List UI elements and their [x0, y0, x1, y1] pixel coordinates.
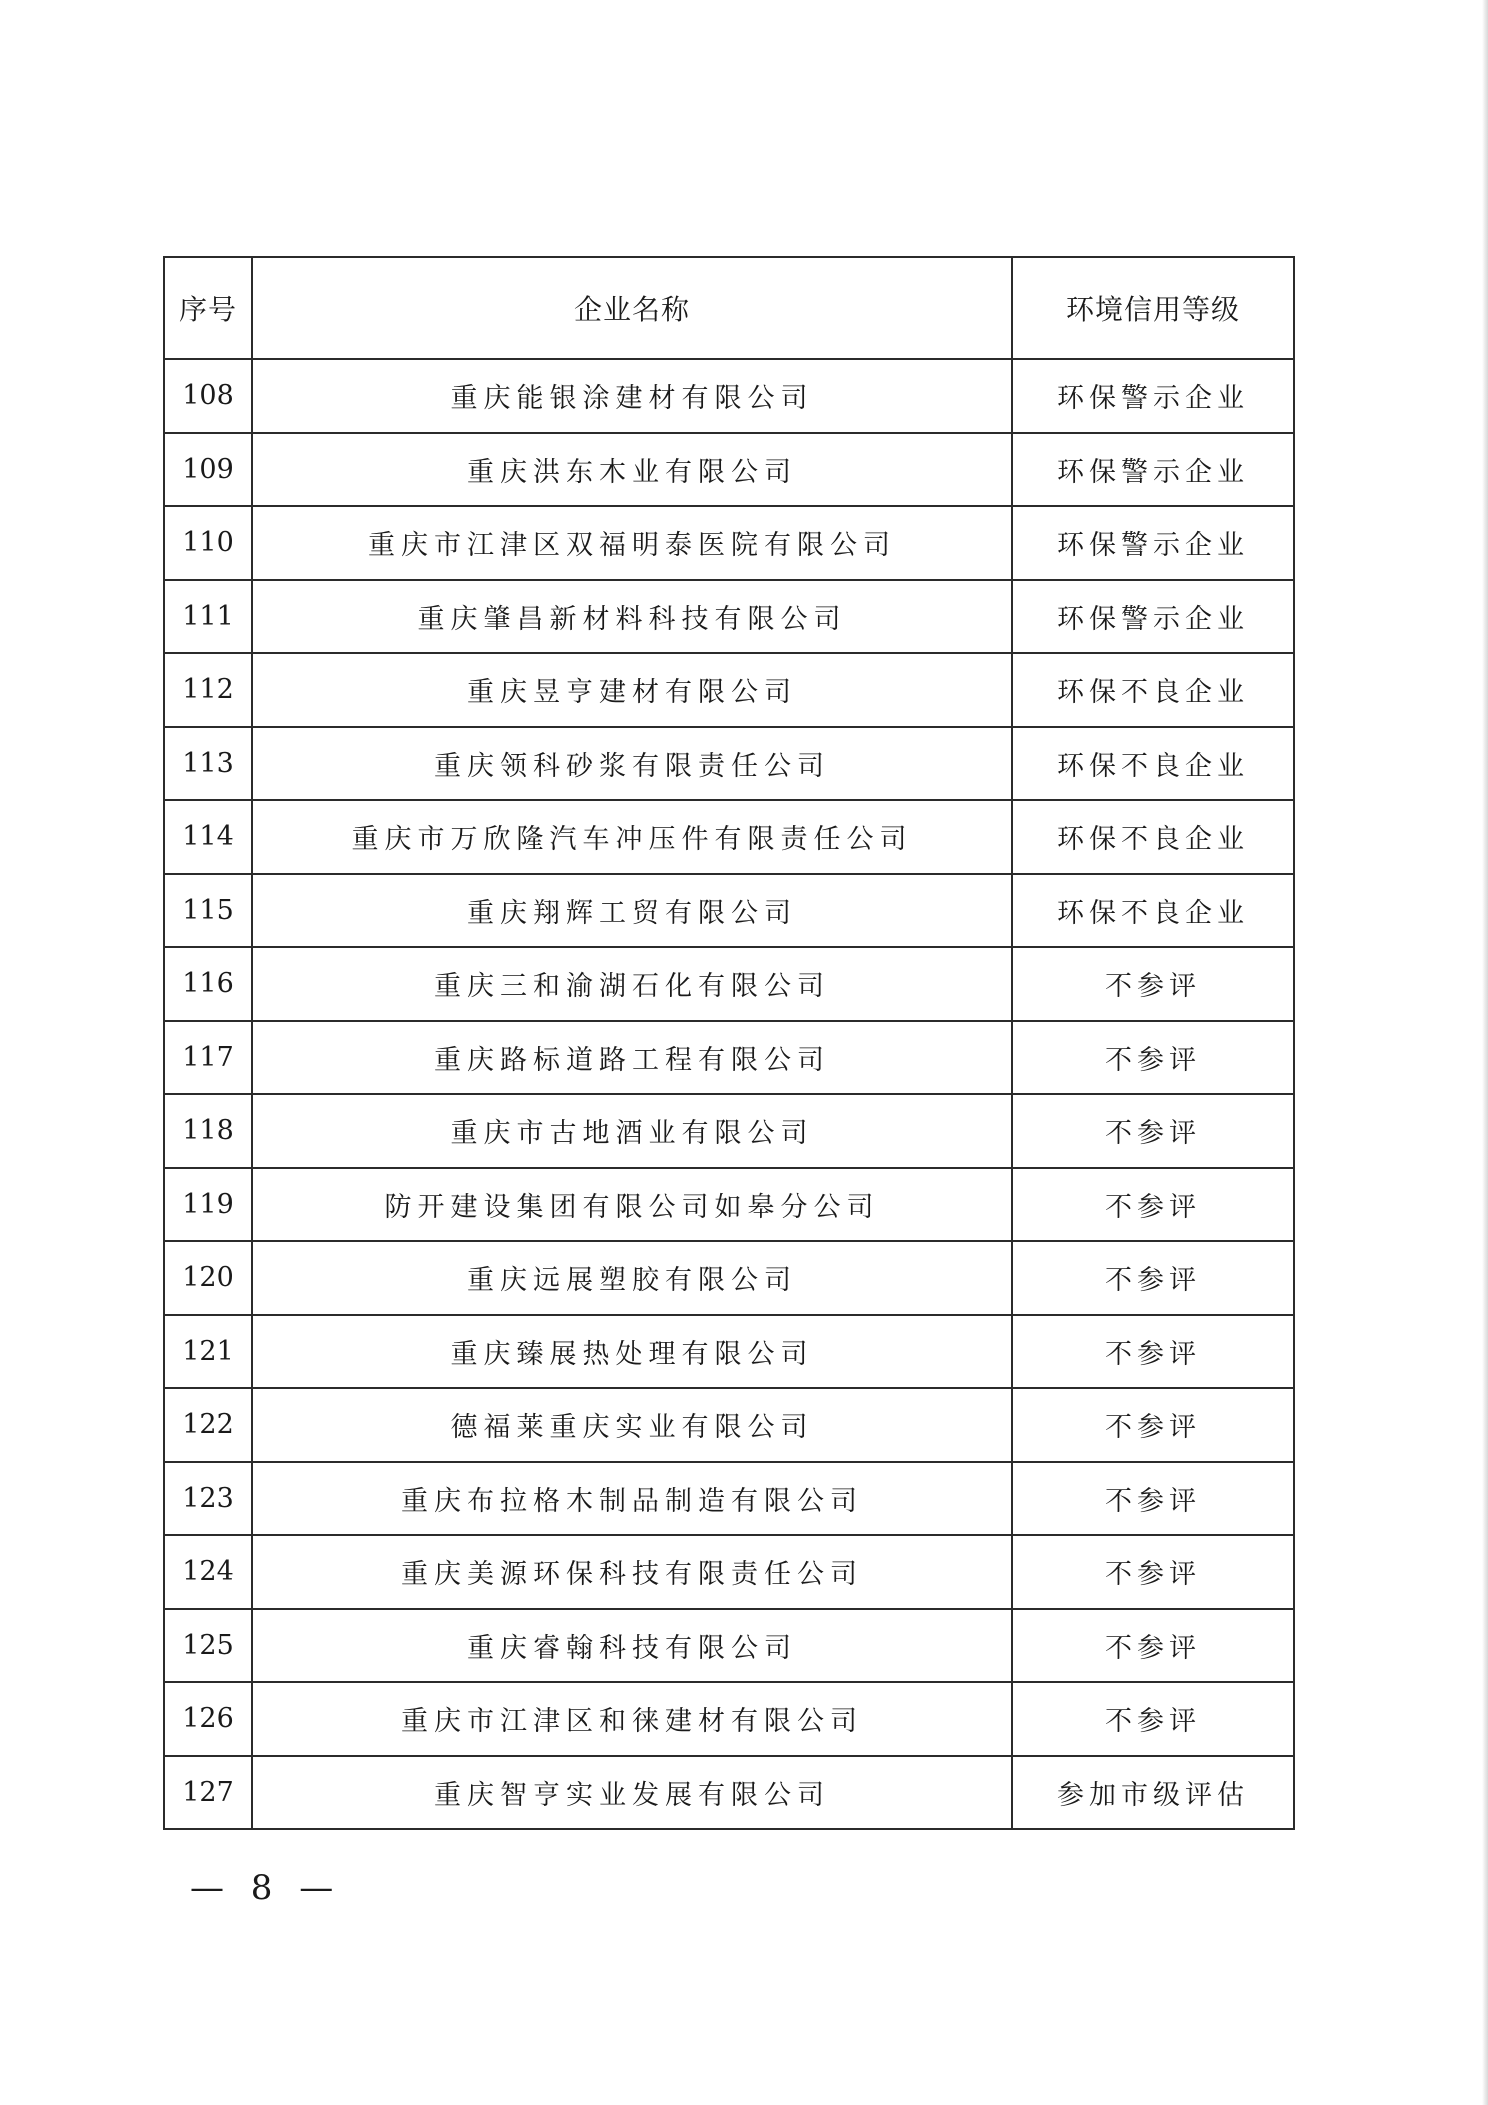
table-header-row: [164, 257, 1294, 359]
credit-grade: 不参评: [1012, 1682, 1294, 1756]
credit-grade: 不参评: [1012, 1388, 1294, 1462]
company-name: 重庆翔辉工贸有限公司: [252, 874, 1012, 948]
table-row: [164, 727, 1294, 801]
company-name: 重庆市古地酒业有限公司: [252, 1094, 1012, 1168]
table-row: [164, 433, 1294, 507]
company-name: 重庆能银涂建材有限公司: [252, 359, 1012, 433]
credit-grade: 不参评: [1012, 1315, 1294, 1389]
company-name: 重庆远展塑胶有限公司: [252, 1241, 1012, 1315]
row-number: 115: [164, 874, 252, 948]
table-row: [164, 1315, 1294, 1389]
credit-grade: 不参评: [1012, 1021, 1294, 1095]
company-name: 重庆路标道路工程有限公司: [252, 1021, 1012, 1095]
table-row: [164, 1609, 1294, 1683]
row-number: 124: [164, 1535, 252, 1609]
company-name: 德福莱重庆实业有限公司: [252, 1388, 1012, 1462]
company-name: 重庆臻展热处理有限公司: [252, 1315, 1012, 1389]
table-row: [164, 874, 1294, 948]
row-number: 126: [164, 1682, 252, 1756]
company-name: 重庆智亨实业发展有限公司: [252, 1756, 1012, 1830]
credit-grade: 环保警示企业: [1012, 580, 1294, 654]
row-number: 111: [164, 580, 252, 654]
row-number: 121: [164, 1315, 252, 1389]
credit-grade: 不参评: [1012, 1462, 1294, 1536]
table-row: [164, 506, 1294, 580]
row-number: 122: [164, 1388, 252, 1462]
table-row: [164, 1094, 1294, 1168]
credit-grade: 不参评: [1012, 1241, 1294, 1315]
credit-grade: 环保不良企业: [1012, 727, 1294, 801]
header-credit-grade: 环境信用等级: [1012, 257, 1294, 359]
row-number: 125: [164, 1609, 252, 1683]
row-number: 109: [164, 433, 252, 507]
credit-grade: 环保不良企业: [1012, 874, 1294, 948]
company-name: 重庆布拉格木制品制造有限公司: [252, 1462, 1012, 1536]
company-name: 重庆美源环保科技有限责任公司: [252, 1535, 1012, 1609]
row-number: 116: [164, 947, 252, 1021]
header-company-name: 企业名称: [252, 257, 1012, 359]
header-number: 序号: [164, 257, 252, 359]
row-number: 123: [164, 1462, 252, 1536]
table-row: [164, 359, 1294, 433]
company-name: 重庆洪东木业有限公司: [252, 433, 1012, 507]
table-row: [164, 1682, 1294, 1756]
company-name: 重庆市江津区双福明泰医院有限公司: [252, 506, 1012, 580]
table-row: [164, 1241, 1294, 1315]
row-number: 110: [164, 506, 252, 580]
credit-grade: 不参评: [1012, 1609, 1294, 1683]
credit-grade: 参加市级评估: [1012, 1756, 1294, 1830]
table-row: [164, 947, 1294, 1021]
company-name: 重庆市万欣隆汽车冲压件有限责任公司: [252, 800, 1012, 874]
table-row: [164, 1462, 1294, 1536]
company-name: 重庆睿翰科技有限公司: [252, 1609, 1012, 1683]
row-number: 120: [164, 1241, 252, 1315]
table-row: [164, 1535, 1294, 1609]
row-number: 112: [164, 653, 252, 727]
table-row: [164, 653, 1294, 727]
company-name: 重庆肇昌新材料科技有限公司: [252, 580, 1012, 654]
credit-grade: 环保警示企业: [1012, 506, 1294, 580]
table-body: [164, 359, 1294, 1829]
table-row: [164, 800, 1294, 874]
credit-grade: 环保不良企业: [1012, 800, 1294, 874]
table-row: [164, 1021, 1294, 1095]
row-number: 113: [164, 727, 252, 801]
credit-rating-table: [163, 256, 1295, 1830]
scan-edge-shadow: [1482, 0, 1488, 2105]
credit-grade: 环保警示企业: [1012, 359, 1294, 433]
company-name: 重庆市江津区和徕建材有限公司: [252, 1682, 1012, 1756]
row-number: 114: [164, 800, 252, 874]
page-number: — 8 —: [190, 1868, 342, 1908]
company-name: 重庆昱亨建材有限公司: [252, 653, 1012, 727]
credit-grade: 不参评: [1012, 1094, 1294, 1168]
row-number: 127: [164, 1756, 252, 1830]
credit-grade: 不参评: [1012, 947, 1294, 1021]
company-name: 防开建设集团有限公司如皋分公司: [252, 1168, 1012, 1242]
table-row: [164, 1756, 1294, 1830]
company-name: 重庆领科砂浆有限责任公司: [252, 727, 1012, 801]
row-number: 119: [164, 1168, 252, 1242]
row-number: 108: [164, 359, 252, 433]
row-number: 117: [164, 1021, 252, 1095]
credit-grade: 不参评: [1012, 1168, 1294, 1242]
credit-grade: 不参评: [1012, 1535, 1294, 1609]
credit-grade: 环保不良企业: [1012, 653, 1294, 727]
table-row: [164, 1168, 1294, 1242]
table-row: [164, 580, 1294, 654]
credit-grade: 环保警示企业: [1012, 433, 1294, 507]
company-name: 重庆三和渝湖石化有限公司: [252, 947, 1012, 1021]
table-row: [164, 1388, 1294, 1462]
row-number: 118: [164, 1094, 252, 1168]
